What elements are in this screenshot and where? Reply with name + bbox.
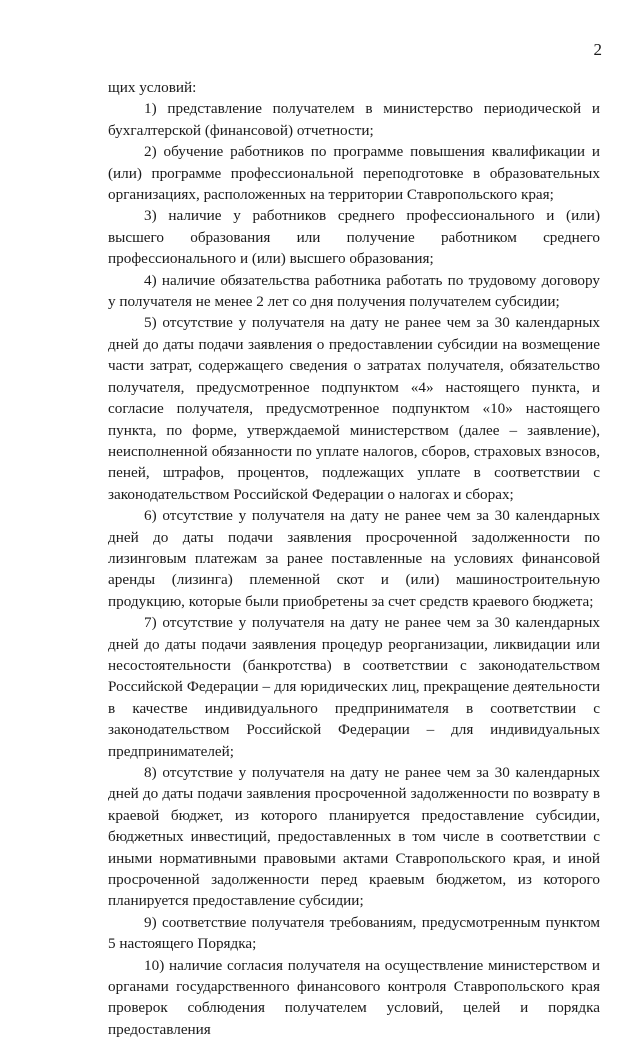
paragraph-item-6: 6) отсутствие у получателя на дату не ранее чем за 30 календарных дней до даты подачи заявления просроченной задолженности по лизинговым платежам за ранее поставленные на условиях финансовой аренды (лизинга) племенной скот и (или) машиностроительную продукцию, которые были приобретены за счет средств краевого бюджета; bbox=[108, 507, 600, 610]
paragraph-item-8: 8) отсутствие у получателя на дату не ранее чем за 30 календарных дней до даты подачи заявления просроченной задолженности по возврату в краевой бюджет, из которого планируется предоставление субсидии, бюджетных инвестиций, предоставленных в том числе в соответствии с иными нормативными правовыми актами Ставропольского края, и иной просроченной задолженности перед краевым бюджетом, из которого планируется предоставление субсидии; bbox=[108, 764, 600, 910]
paragraph-continuation: щих условий: bbox=[108, 79, 197, 96]
paragraph-item-1: 1) представление получателем в министерство периодической и бухгалтерской (финансовой) отчетности; bbox=[108, 100, 600, 139]
paragraph-item-5: 5) отсутствие у получателя на дату не ранее чем за 30 календарных дней до даты подачи заявления о предоставлении субсидии на возмещение части затрат, содержащего сведения о затратах получателя, обязательство получателя, предусмотренное подпунктом «4» настоящего пункта, и согласие получателя, предусмотренное подпунктом «10» настоящего пункта, по форме, утверждаемой министерством (далее – заявление), неисполненной обязанности по уплате налогов, сборов, страховых взносов, пеней, штрафов, процентов, подлежащих уплате в соответствии с законодательством Российской Федерации о налогах и сборах; bbox=[108, 314, 600, 503]
paragraph-item-4: 4) наличие обязательства работника работать по трудовому договору у получателя не менее 2 лет со дня получения получателем субсидии; bbox=[108, 271, 600, 311]
paragraph-item-2: 2) обучение работников по программе повышения квалификации и (или) программе профессиональной переподготовке в образовательных организациях, расположенных на территории Ставропольского края; bbox=[108, 143, 600, 204]
paragraph-item-10: 10) наличие согласия получателя на осуществление министерством и органами государственного финансового контроля Ставропольского края проверок соблюдения получателем условий, целей и порядка предоставления bbox=[108, 956, 600, 1038]
paragraph-item-9: 9) соответствие получателя требованиям, предусмотренным пунктом 5 настоящего Порядка; bbox=[108, 913, 600, 953]
paragraph-item-7: 7) отсутствие у получателя на дату не ранее чем за 30 календарных дней до даты подачи заявления процедур реорганизации, ликвидации или несостоятельности (банкротства) в соответствии с законодательством Российской Федерации – для юридических лиц, прекращение деятельности в качестве индивидуального предпринимателя в соответствии с законодательством Российской Федерации – для индивидуальных предпринимателей; bbox=[108, 614, 600, 760]
page-number: 2 bbox=[593, 40, 602, 59]
document-body bbox=[108, 77, 600, 1040]
paragraph-item-3: 3) наличие у работников среднего профессионального и (или) высшего образования или получение работником среднего профессионального и (или) высшего образования; bbox=[108, 207, 600, 268]
